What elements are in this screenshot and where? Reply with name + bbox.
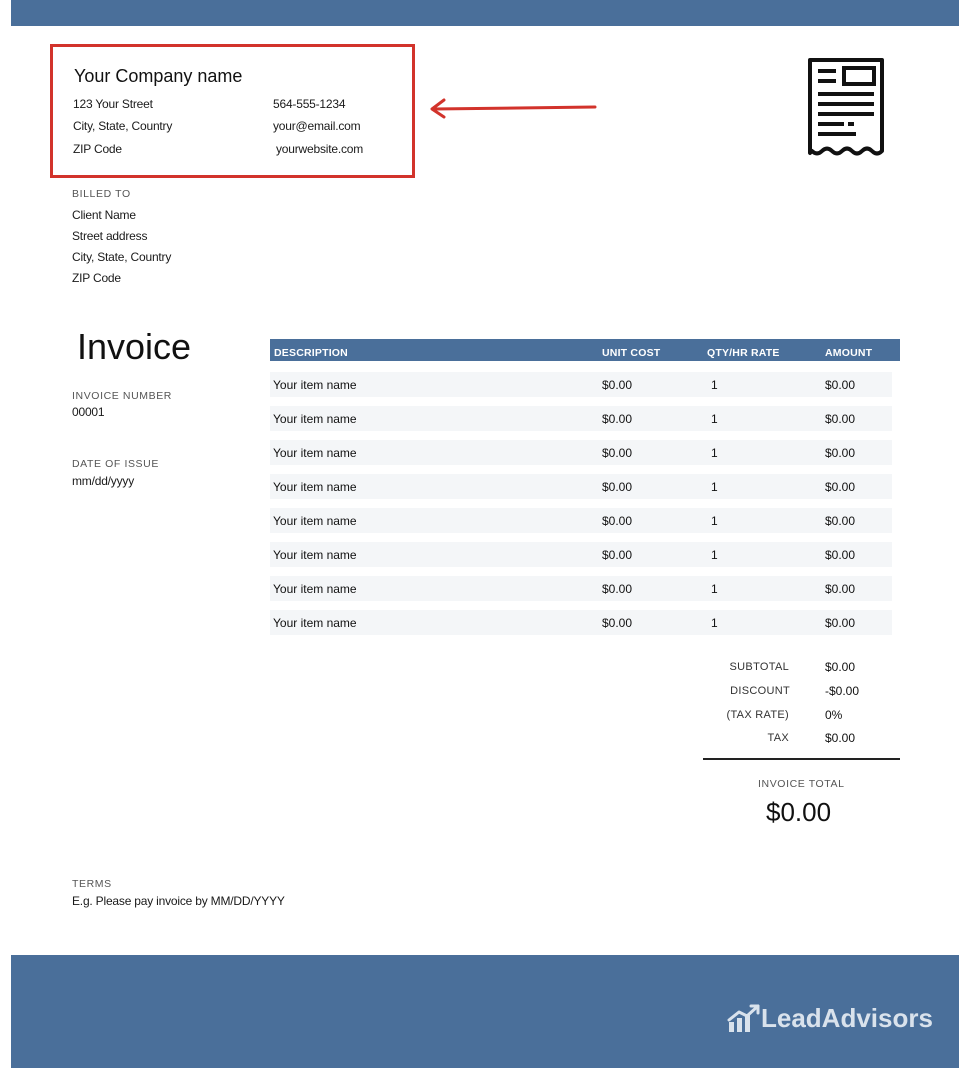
billed-to-label: BILLED TO <box>72 188 131 200</box>
discount-label: DISCOUNT <box>730 685 790 697</box>
row-unit-cost: $0.00 <box>602 412 633 426</box>
client-name: Client Name <box>72 208 136 222</box>
row-unit-cost: $0.00 <box>602 548 633 562</box>
table-row <box>270 440 892 465</box>
tax-value: $0.00 <box>825 731 856 745</box>
invoice-total-label: INVOICE TOTAL <box>758 778 845 790</box>
row-description: Your item name <box>273 378 357 392</box>
table-row <box>270 406 892 431</box>
row-unit-cost: $0.00 <box>602 378 633 392</box>
row-description: Your item name <box>273 446 357 460</box>
invoice-total-amount: $0.00 <box>766 797 832 827</box>
table-row <box>270 610 892 635</box>
client-street: Street address <box>72 229 148 243</box>
row-amount: $0.00 <box>825 412 856 426</box>
terms-label: TERMS <box>72 878 112 890</box>
date-of-issue: mm/dd/yyyy <box>72 474 135 488</box>
company-highlight-box <box>50 44 415 178</box>
subtotal-value: $0.00 <box>825 660 856 674</box>
invoice-number-label: INVOICE NUMBER <box>72 390 172 402</box>
row-amount: $0.00 <box>825 582 856 596</box>
company-zip: ZIP Code <box>73 142 122 156</box>
row-amount: $0.00 <box>825 514 856 528</box>
company-phone: 564-555-1234 <box>273 97 346 111</box>
row-unit-cost: $0.00 <box>602 616 633 630</box>
discount-value: -$0.00 <box>825 684 860 698</box>
row-unit-cost: $0.00 <box>602 582 633 596</box>
table-row <box>270 474 892 499</box>
row-description: Your item name <box>273 616 357 630</box>
row-qty: 1 <box>711 616 718 630</box>
receipt-icon <box>806 57 886 161</box>
row-qty: 1 <box>711 548 718 562</box>
company-street: 123 Your Street <box>73 97 153 111</box>
row-amount: $0.00 <box>825 548 856 562</box>
terms-text: E.g. Please pay invoice by MM/DD/YYYY <box>72 894 285 908</box>
row-description: Your item name <box>273 480 357 494</box>
row-description: Your item name <box>273 412 357 426</box>
row-qty: 1 <box>711 412 718 426</box>
growth-chart-icon <box>727 1004 761 1034</box>
row-qty: 1 <box>711 480 718 494</box>
row-amount: $0.00 <box>825 378 856 392</box>
table-row <box>270 508 892 533</box>
invoice-title: Invoice <box>77 326 192 367</box>
table-row <box>270 542 892 567</box>
subtotal-label: SUBTOTAL <box>729 661 789 673</box>
tax-rate-label: (TAX RATE) <box>726 709 789 721</box>
row-unit-cost: $0.00 <box>602 480 633 494</box>
row-qty: 1 <box>711 582 718 596</box>
row-description: Your item name <box>273 582 357 596</box>
row-amount: $0.00 <box>825 446 856 460</box>
row-unit-cost: $0.00 <box>602 514 633 528</box>
header-unit-cost: UNIT COST <box>602 347 661 359</box>
row-qty: 1 <box>711 514 718 528</box>
company-city: City, State, Country <box>73 119 173 133</box>
row-unit-cost: $0.00 <box>602 446 633 460</box>
row-qty: 1 <box>711 446 718 460</box>
row-amount: $0.00 <box>825 616 856 630</box>
row-qty: 1 <box>711 378 718 392</box>
total-divider <box>703 758 900 760</box>
company-name: Your Company name <box>74 66 243 86</box>
company-email: your@email.com <box>273 119 361 133</box>
row-description: Your item name <box>273 548 357 562</box>
header-description: DESCRIPTION <box>274 347 348 359</box>
annotation-arrow-icon <box>428 93 598 123</box>
tax-label: TAX <box>767 732 789 744</box>
top-header-bar <box>11 0 959 26</box>
date-of-issue-label: DATE OF ISSUE <box>72 458 159 470</box>
client-zip: ZIP Code <box>72 271 121 285</box>
invoice-number: 00001 <box>72 405 105 419</box>
items-table-header <box>270 339 900 361</box>
client-city: City, State, Country <box>72 250 172 264</box>
tax-rate-value: 0% <box>825 708 843 722</box>
row-amount: $0.00 <box>825 480 856 494</box>
header-qty: QTY/HR RATE <box>707 347 780 359</box>
row-description: Your item name <box>273 514 357 528</box>
company-website: yourwebsite.com <box>276 142 364 156</box>
header-amount: AMOUNT <box>825 347 873 359</box>
brand-name: LeadAdvisors <box>761 1003 933 1033</box>
brand-logo <box>727 1003 933 1034</box>
table-row <box>270 576 892 601</box>
table-row <box>270 372 892 397</box>
